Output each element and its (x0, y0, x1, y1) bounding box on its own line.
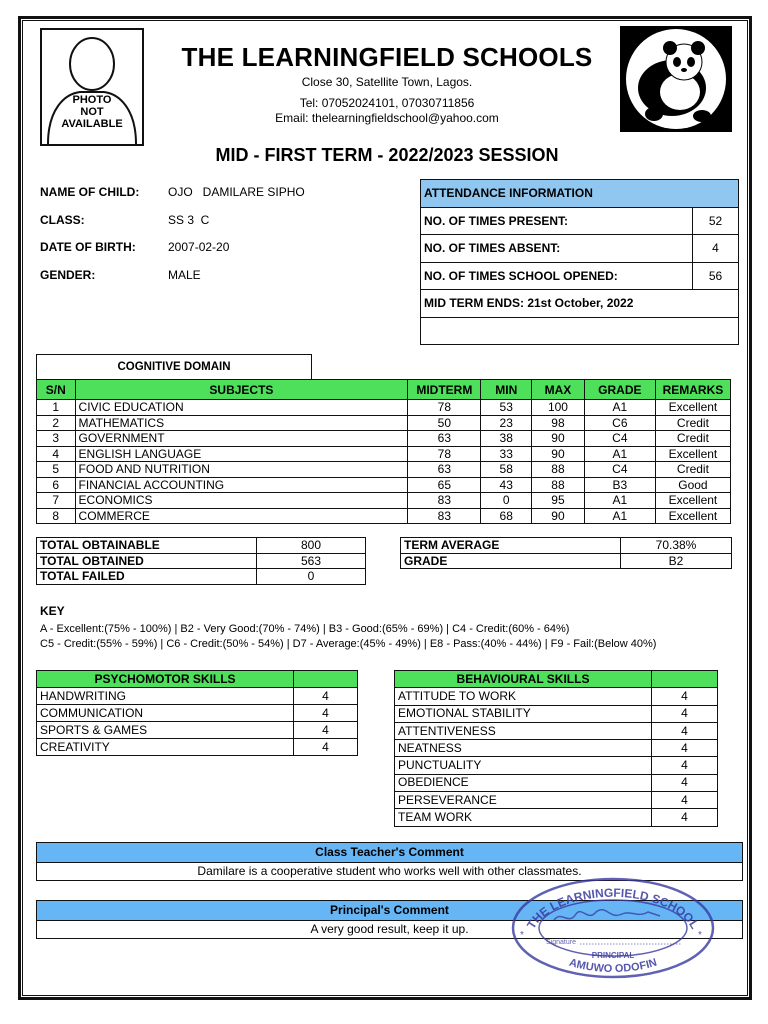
total-obtainable-value: 800 (257, 538, 366, 554)
subject-row (37, 493, 731, 509)
total-obtainable-label: TOTAL OBTAINABLE (37, 538, 257, 554)
cell-midterm: 83 (408, 508, 481, 524)
overall-grade-label: GRADE (401, 553, 621, 569)
skill-row (395, 740, 718, 757)
cell-min: 58 (481, 462, 532, 478)
psychomotor-table (36, 670, 358, 756)
principal-comment-header: Principal's Comment (36, 900, 743, 921)
cell-sn: 8 (37, 508, 76, 524)
skill-name: PUNCTUALITY (395, 757, 652, 774)
student-dob-value: 2007-02-20 (168, 240, 230, 254)
times-present-label: NO. OF TIMES PRESENT: (421, 207, 693, 235)
attendance-header: ATTENDANCE INFORMATION (421, 180, 739, 208)
subject-row (37, 462, 731, 478)
col-midterm: MIDTERM (408, 380, 481, 400)
student-photo-placeholder (40, 28, 144, 146)
times-opened-label: NO. OF TIMES SCHOOL OPENED: (421, 262, 693, 290)
cell-grade: A1 (584, 493, 655, 509)
school-address: Close 30, Satellite Town, Lagos. (301, 75, 473, 89)
cell-subject: FINANCIAL ACCOUNTING (75, 477, 408, 493)
subjects-table (36, 379, 731, 524)
cell-max: 90 (532, 446, 585, 462)
skill-row (37, 739, 358, 756)
skill-score: 4 (652, 722, 718, 739)
cell-min: 23 (481, 415, 532, 431)
subject-row (37, 508, 731, 524)
cognitive-domain-title: COGNITIVE DOMAIN (36, 354, 312, 380)
teacher-comment-header: Class Teacher's Comment (36, 842, 743, 863)
term-average-value: 70.38% (621, 538, 732, 554)
total-obtained-value: 563 (257, 553, 366, 569)
key-line-2: C5 - Credit:(55% - 59%) | C6 - Credit:(50% - 54%) | D7 - Average:(45% - 49%) | E8 - Pass:(40% - 44%) | F9 - Fail:(Below 40%) (40, 638, 657, 650)
school-stamp (510, 876, 716, 980)
subject-row (37, 446, 731, 462)
behavioural-score-header (652, 671, 718, 688)
subject-row (37, 431, 731, 447)
cell-sn: 3 (37, 431, 76, 447)
school-name: THE LEARNINGFIELD SCHOOLS (181, 42, 593, 72)
cell-grade: C4 (584, 431, 655, 447)
subject-row (37, 415, 731, 431)
school-logo (620, 26, 732, 132)
cell-max: 90 (532, 508, 585, 524)
skill-name: NEATNESS (395, 740, 652, 757)
cell-remarks: Excellent (655, 508, 730, 524)
cell-max: 100 (532, 400, 585, 416)
principal-signature (554, 910, 660, 920)
skill-score: 4 (294, 722, 358, 739)
skill-row (37, 688, 358, 705)
cell-grade: A1 (584, 508, 655, 524)
skill-name: TEAM WORK (395, 809, 652, 826)
cell-subject: CIVIC EDUCATION (75, 400, 408, 416)
cell-midterm: 50 (408, 415, 481, 431)
skill-row (395, 774, 718, 791)
cell-grade: C4 (584, 462, 655, 478)
cell-grade: A1 (584, 446, 655, 462)
skill-name: HANDWRITING (37, 688, 294, 705)
skill-row (395, 722, 718, 739)
skill-name: ATTITUDE TO WORK (395, 688, 652, 705)
cell-grade: A1 (584, 400, 655, 416)
total-failed-value: 0 (257, 569, 366, 585)
cell-sn: 1 (37, 400, 76, 416)
cell-min: 38 (481, 431, 532, 447)
student-name-value: OJO DAMILARE SIPHO (168, 185, 305, 199)
skill-row (395, 688, 718, 705)
stamp-signature-label: Signature (546, 939, 576, 946)
cell-sn: 7 (37, 493, 76, 509)
cell-subject: COMMERCE (75, 508, 408, 524)
student-class-value: SS 3 C (168, 213, 210, 227)
photo-not-available-text (42, 94, 142, 130)
total-obtained-label: TOTAL OBTAINED (37, 553, 257, 569)
cell-midterm: 63 (408, 462, 481, 478)
cell-sn: 4 (37, 446, 76, 462)
cell-max: 98 (532, 415, 585, 431)
cell-midterm: 65 (408, 477, 481, 493)
cell-remarks: Credit (655, 415, 730, 431)
skill-row (37, 722, 358, 739)
skill-score: 4 (652, 774, 718, 791)
skill-score: 4 (652, 740, 718, 757)
cell-min: 53 (481, 400, 532, 416)
student-gender-label: GENDER: (40, 268, 96, 282)
cell-sn: 2 (37, 415, 76, 431)
cell-subject: MATHEMATICS (75, 415, 408, 431)
skill-row (395, 705, 718, 722)
totals-table (36, 537, 366, 585)
school-stamp-seal (510, 876, 716, 980)
times-opened-value: 56 (693, 262, 739, 290)
cell-min: 33 (481, 446, 532, 462)
cell-remarks: Excellent (655, 493, 730, 509)
skill-name: PERSEVERANCE (395, 792, 652, 809)
teacher-comment-text: Damilare is a cooperative student who works well with other classmates. (36, 863, 743, 881)
attendance-table (420, 179, 739, 345)
stamp-role: PRINCIPAL (591, 951, 635, 960)
student-name-label: NAME OF CHILD: (40, 185, 140, 199)
cell-grade: B3 (584, 477, 655, 493)
cell-remarks: Credit (655, 431, 730, 447)
skill-score: 4 (652, 757, 718, 774)
student-gender-value: MALE (168, 268, 201, 282)
skill-score: 4 (652, 688, 718, 705)
skill-row (37, 705, 358, 722)
stamp-top-text: THE LEARNINGFIELD SCHOOL (524, 885, 702, 932)
total-failed-label: TOTAL FAILED (37, 569, 257, 585)
skill-name: COMMUNICATION (37, 705, 294, 722)
attendance-empty-row (421, 317, 739, 345)
key-line-1: A - Excellent:(75% - 100%) | B2 - Very Good:(70% - 74%) | B3 - Good:(65% - 69%) | C4 - Credit:(60% - 64%) (40, 623, 570, 635)
session-title: MID - FIRST TERM - 2022/2023 SESSION (215, 145, 559, 165)
skill-score: 4 (652, 809, 718, 826)
behavioural-table (394, 670, 718, 827)
cell-midterm: 78 (408, 400, 481, 416)
psychomotor-title: PSYCHOMOTOR SKILLS (37, 671, 294, 688)
cell-remarks: Excellent (655, 446, 730, 462)
cell-subject: FOOD AND NUTRITION (75, 462, 408, 478)
skill-name: ATTENTIVENESS (395, 722, 652, 739)
skill-score: 4 (652, 792, 718, 809)
cell-midterm: 78 (408, 446, 481, 462)
skill-row (395, 757, 718, 774)
cell-min: 68 (481, 508, 532, 524)
cell-subject: ECONOMICS (75, 493, 408, 509)
cell-max: 88 (532, 477, 585, 493)
subject-row (37, 400, 731, 416)
cell-remarks: Excellent (655, 400, 730, 416)
cell-min: 0 (481, 493, 532, 509)
behavioural-title: BEHAVIOURAL SKILLS (395, 671, 652, 688)
cell-min: 43 (481, 477, 532, 493)
cell-max: 90 (532, 431, 585, 447)
stamp-star-right-icon: * (698, 930, 702, 941)
cell-max: 95 (532, 493, 585, 509)
cell-midterm: 63 (408, 431, 481, 447)
times-present-value: 52 (693, 207, 739, 235)
subjects-header-row (37, 380, 731, 400)
school-email: Email: thelearningfieldschool@yahoo.com (275, 111, 499, 125)
skill-score: 4 (652, 705, 718, 722)
psychomotor-score-header (294, 671, 358, 688)
cell-max: 88 (532, 462, 585, 478)
col-grade: GRADE (584, 380, 655, 400)
photo-text-line3: AVAILABLE (61, 118, 123, 130)
skill-name: OBEDIENCE (395, 774, 652, 791)
skill-name: EMOTIONAL STABILITY (395, 705, 652, 722)
stamp-bottom-text: AMUWO ODOFIN (567, 956, 659, 976)
cell-sn: 6 (37, 477, 76, 493)
term-average-label: TERM AVERAGE (401, 538, 621, 554)
panda-logo-icon (620, 26, 732, 132)
col-remarks: REMARKS (655, 380, 730, 400)
cell-remarks: Good (655, 477, 730, 493)
skill-name: CREATIVITY (37, 739, 294, 756)
cell-sn: 5 (37, 462, 76, 478)
school-telephone: Tel: 07052024101, 07030711856 (299, 96, 475, 110)
cell-subject: ENGLISH LANGUAGE (75, 446, 408, 462)
col-max: MAX (532, 380, 585, 400)
times-absent-value: 4 (693, 235, 739, 263)
skill-row (395, 809, 718, 826)
student-dob-label: DATE OF BIRTH: (40, 240, 136, 254)
skill-name: SPORTS & GAMES (37, 722, 294, 739)
cell-grade: C6 (584, 415, 655, 431)
skill-score: 4 (294, 705, 358, 722)
svg-text:THE LEARNINGFIELD SCHOOL (524, 886, 702, 932)
photo-text-line2: NOT (80, 106, 104, 118)
col-subjects: SUBJECTS (75, 380, 408, 400)
cell-subject: GOVERNMENT (75, 431, 408, 447)
midterm-ends: MID TERM ENDS: 21st October, 2022 (421, 290, 739, 318)
overall-grade-value: B2 (621, 553, 732, 569)
cell-midterm: 83 (408, 493, 481, 509)
cell-remarks: Credit (655, 462, 730, 478)
photo-text-line1: PHOTO (72, 94, 112, 106)
times-absent-label: NO. OF TIMES ABSENT: (421, 235, 693, 263)
skill-score: 4 (294, 739, 358, 756)
student-class-label: CLASS: (40, 213, 85, 227)
average-table (400, 537, 732, 569)
subject-row (37, 477, 731, 493)
skill-row (395, 792, 718, 809)
stamp-star-left-icon: * (520, 930, 524, 941)
principal-comment-text: A very good result, keep it up. (36, 921, 743, 939)
key-title: KEY (40, 604, 65, 618)
col-min: MIN (481, 380, 532, 400)
skill-score: 4 (294, 688, 358, 705)
col-sn: S/N (37, 380, 76, 400)
